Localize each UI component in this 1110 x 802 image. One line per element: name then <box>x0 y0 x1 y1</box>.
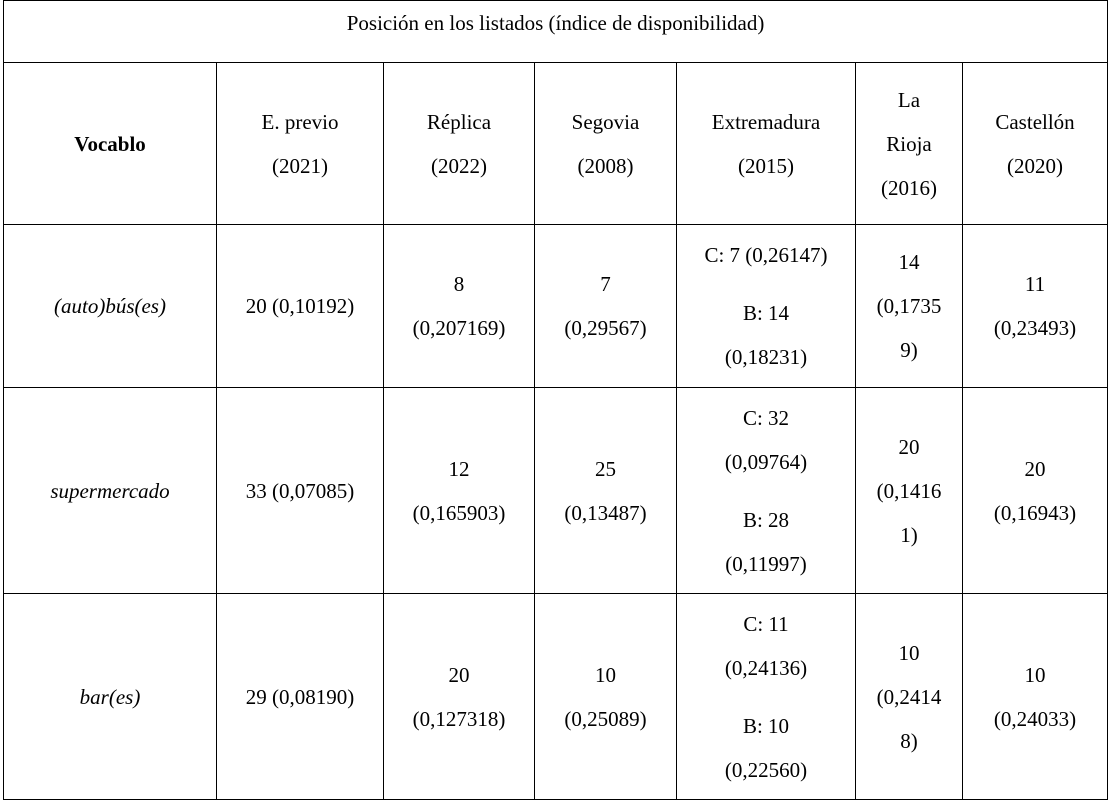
cell-vocablo: bar(es) <box>4 594 217 800</box>
cell-line: (0,11997) <box>725 551 807 576</box>
header-extremadura <box>677 63 856 225</box>
cell-line: 8) <box>900 728 918 753</box>
header-segovia <box>535 63 677 225</box>
cell-line: (0,22560) <box>724 757 808 782</box>
cell-rioja <box>856 388 963 594</box>
cell-line: 10 <box>595 662 616 687</box>
cell-extremadura <box>677 594 856 800</box>
cell-line: (0,2414 <box>876 684 942 709</box>
header-previo <box>217 63 384 225</box>
cell-rioja <box>856 594 963 800</box>
cell-line: 8 <box>453 272 465 296</box>
cell-line: 20 <box>898 434 920 459</box>
cell-castellon <box>963 388 1108 594</box>
cell-line: (0,23493) <box>993 316 1077 340</box>
cell-rioja <box>856 225 963 388</box>
cell-line: (0,18231) <box>724 345 808 369</box>
cell-line: 7 <box>600 272 611 296</box>
cell-replica <box>384 388 535 594</box>
cell-replica <box>384 225 535 388</box>
header-segovia-line: Segovia <box>571 109 640 134</box>
header-extremadura-year: (2015) <box>738 153 794 178</box>
cell-line: 12 <box>448 456 470 481</box>
header-row <box>4 63 1108 225</box>
cell-extremadura <box>677 388 856 594</box>
cell-line: C: 11 <box>743 611 789 636</box>
cell-line: 25 <box>595 456 616 481</box>
cell-gap <box>681 277 851 291</box>
cell-extremadura <box>677 225 856 388</box>
cell-replica <box>384 594 535 800</box>
header-previo-line: E. previo <box>261 109 339 134</box>
cell-vocablo: supermercado <box>4 388 217 594</box>
availability-table <box>3 0 1108 800</box>
cell-line: 9) <box>900 338 918 362</box>
cell-line: (0,25089) <box>564 706 647 731</box>
cell-line: (0,29567) <box>564 316 647 340</box>
cell-segovia <box>535 225 677 388</box>
cell-line: (0,1735 <box>876 294 942 318</box>
cell-previo: 20 (0,10192) <box>217 225 384 388</box>
cell-line: B: 14 <box>742 301 790 325</box>
header-replica <box>384 63 535 225</box>
header-rioja <box>856 63 963 225</box>
header-vocablo: Vocablo <box>4 63 217 225</box>
cell-line: (0,1416 <box>876 478 942 503</box>
header-replica-line: Réplica <box>426 109 492 134</box>
cell-gap <box>681 484 851 498</box>
cell-line: (0,13487) <box>564 500 647 525</box>
cell-castellon <box>963 225 1108 388</box>
header-rioja-line: Rioja <box>886 131 932 156</box>
header-replica-year: (2022) <box>431 153 487 178</box>
caption-text: Posición en los listados (índice de disponibilidad) <box>346 11 765 35</box>
table-row <box>4 594 1108 800</box>
table-row <box>4 225 1108 388</box>
header-castellon-line: Castellón <box>995 109 1075 134</box>
cell-castellon <box>963 594 1108 800</box>
cell-gap <box>681 690 851 704</box>
cell-line: (0,16943) <box>993 500 1077 525</box>
header-previo-year: (2021) <box>272 153 328 178</box>
cell-line: (0,127318) <box>412 706 506 731</box>
cell-line: (0,165903) <box>412 500 506 525</box>
cell-line: (0,207169) <box>412 316 506 340</box>
cell-line: 10 <box>1024 662 1046 687</box>
header-castellon <box>963 63 1108 225</box>
cell-segovia <box>535 594 677 800</box>
cell-line: (0,09764) <box>724 449 808 474</box>
header-extremadura-line: Extremadura <box>711 109 821 134</box>
cell-line: B: 28 <box>742 507 790 532</box>
header-castellon-year: (2020) <box>1007 153 1064 178</box>
cell-line: C: 7 (0,26147) <box>704 243 828 267</box>
table-caption <box>4 1 1108 63</box>
caption-row <box>4 1 1108 63</box>
header-rioja-year: (2016) <box>881 175 937 200</box>
header-rioja-line: La <box>897 87 921 112</box>
cell-line: 10 <box>898 640 920 665</box>
cell-line: 20 <box>1024 456 1046 481</box>
cell-line: (0,24033) <box>993 706 1077 731</box>
cell-line: B: 10 <box>742 713 790 738</box>
cell-line: 11 <box>1024 272 1046 296</box>
cell-line: 14 <box>898 250 920 274</box>
cell-line: 20 <box>448 662 470 687</box>
header-segovia-year: (2008) <box>577 153 634 178</box>
cell-line: C: 32 <box>742 405 790 430</box>
cell-previo: 29 (0,08190) <box>217 594 384 800</box>
cell-line: (0,24136) <box>724 655 808 680</box>
cell-previo: 33 (0,07085) <box>217 388 384 594</box>
cell-line: 1) <box>900 522 918 547</box>
cell-segovia <box>535 388 677 594</box>
cell-vocablo: (auto)bús(es) <box>4 225 217 388</box>
table-row <box>4 388 1108 594</box>
